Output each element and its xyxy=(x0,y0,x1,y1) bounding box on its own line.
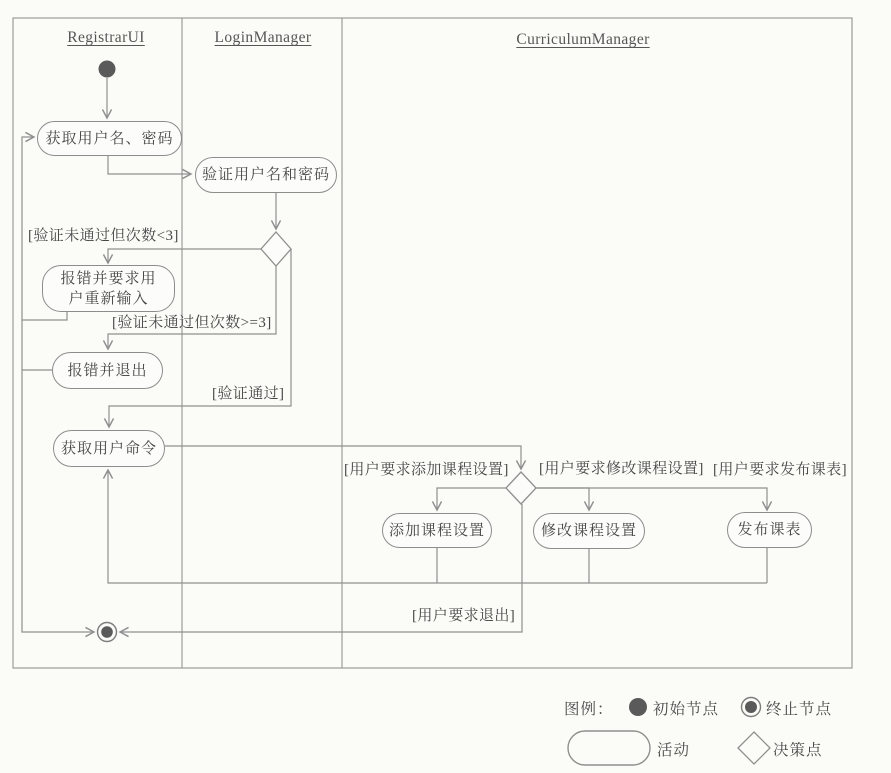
edge-decision2-to-add-course xyxy=(437,488,506,510)
legend-decision-label: 决策点 xyxy=(773,742,823,759)
legend-activity-label: 活动 xyxy=(657,742,691,759)
legend-decision-icon xyxy=(738,732,770,764)
edge-decision2-to-modify-course xyxy=(536,488,589,510)
guard-pass: [验证通过] xyxy=(212,386,285,402)
edge-get-credentials-to-verify xyxy=(108,156,191,174)
lane-header-registrarui: RegistrarUI xyxy=(67,29,145,46)
guard-req-exit: [用户要求退出] xyxy=(412,608,516,624)
edge-decision1-fail-lt3 xyxy=(108,249,261,263)
activity-modify-course: 修改课程设置 xyxy=(533,513,645,549)
lane-header-loginmanager: LoginManager xyxy=(214,29,312,46)
activity-get-command: 获取用户命令 xyxy=(53,430,165,467)
guard-req-publish: [用户要求发布课表] xyxy=(713,462,847,478)
guard-fail-ge3: [验证未通过但次数>=3] xyxy=(112,315,272,331)
guard-fail-lt3: [验证未通过但次数<3] xyxy=(28,228,179,244)
edge-error-exit-to-final xyxy=(22,370,94,632)
legend-title: 图例： xyxy=(564,701,614,718)
lane-header-curriculummanager: CurriculumManager xyxy=(516,31,650,48)
activity-error-exit: 报错并退出 xyxy=(52,352,163,389)
activity-publish-schedule: 发布课表 xyxy=(727,512,812,548)
initial-node xyxy=(99,61,116,78)
legend-initial-label: 初始节点 xyxy=(653,701,720,718)
legend-initial-node-icon xyxy=(629,698,647,716)
guard-req-modify: [用户要求修改课程设置] xyxy=(539,461,704,477)
legend-final-label: 终止节点 xyxy=(766,701,833,718)
guard-req-add: [用户要求添加课程设置] xyxy=(344,462,509,478)
legend-activity-icon xyxy=(568,731,650,765)
activity-verify-credentials: 验证用户名和密码 xyxy=(195,157,337,193)
decision1-diamond xyxy=(261,232,291,266)
activity-error-reenter-line1: 报错并要求用 xyxy=(60,270,157,287)
final-node xyxy=(101,626,113,638)
activity-error-reenter-line2: 户重新输入 xyxy=(68,290,149,307)
edge-decision2-to-publish-schedule xyxy=(536,488,767,510)
activity-error-reenter xyxy=(42,265,175,312)
swimlane-frame xyxy=(13,18,852,668)
decision2-diamond xyxy=(506,472,536,504)
legend-final-node-icon xyxy=(745,701,757,713)
activity-get-credentials: 获取用户名、密码 xyxy=(37,121,182,156)
activity-add-course: 添加课程设置 xyxy=(382,513,492,548)
